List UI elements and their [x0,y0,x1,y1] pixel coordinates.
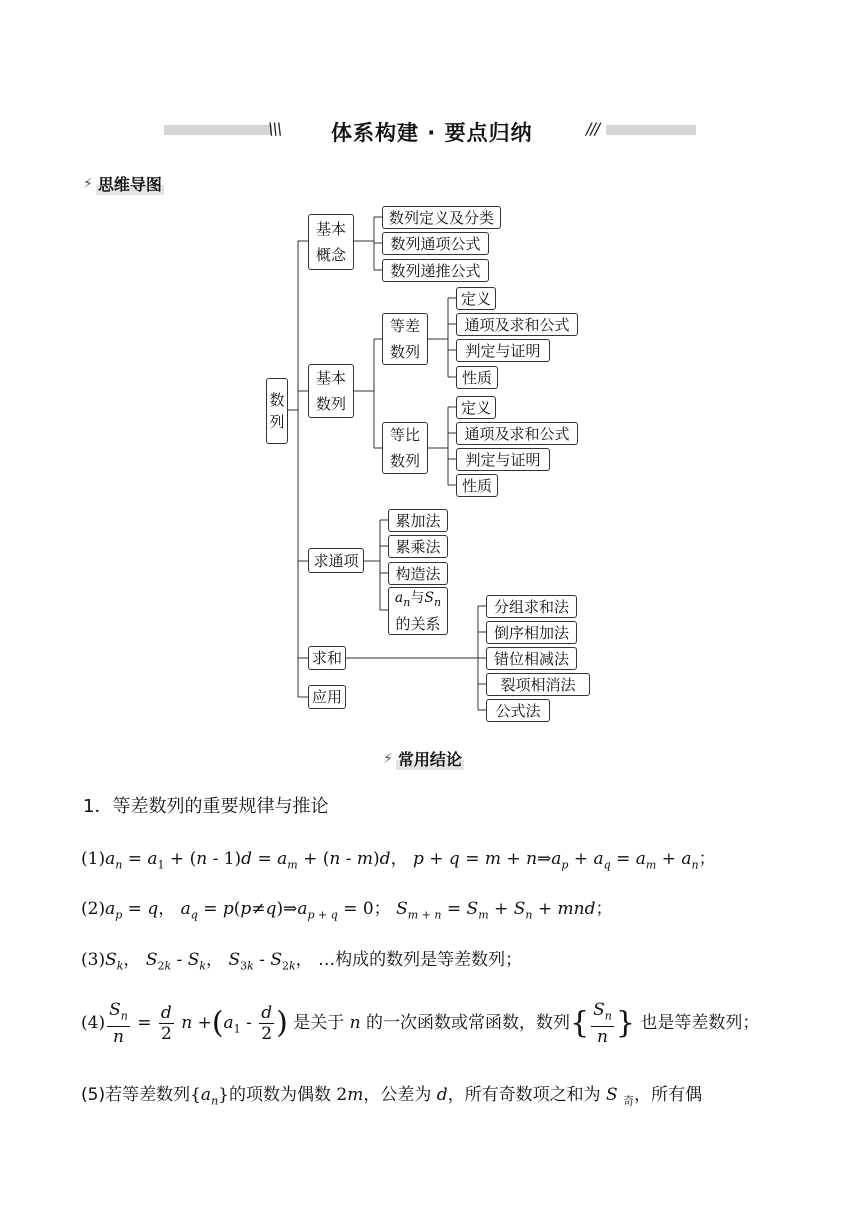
node-sum-2: 倒序相加法 [486,621,577,644]
line-5-a: (5)若等差数列 [81,1085,191,1105]
node-basic-concept: 基本 概念 [308,214,354,270]
heading-1: 1．等差数列的重要规律与推论 [83,796,329,817]
node-concept-3: 数列递推公式 [382,259,489,282]
header-slashes-right: /// [586,119,600,138]
section-conclusions [383,747,464,770]
formula-line-2: $(2)a_p = q$， $a_q$ = $p(p\ne q)\Rightarrow a_{p + q} = 0$； $S_{m + n} = S_m + S_n$ + mnd； [81,899,613,922]
node-sum: 求和 [308,646,346,670]
node-gt-3: 构造法 [388,562,448,585]
line-5-e: ，所有偶 [634,1085,703,1105]
node-gt-1: 累加法 [388,509,448,532]
bolt-icon: ⚡ [383,750,393,767]
section-mindmap-label: 思维导图 [96,172,164,195]
line-4-mid2: 的一次函数或常函数，数列 [366,1013,571,1034]
node-sum-1: 分组求和法 [486,595,577,618]
line-4-tail: 也是等差数列； [640,1013,760,1034]
node-gt-4 [388,587,448,635]
node-concept-1: 数列定义及分类 [382,206,501,229]
node-concept-2: 数列通项公式 [382,232,489,255]
node-general-term: 求通项 [308,548,364,573]
node-geo-2: 通项及求和公式 [456,422,578,445]
node-sum-3: 错位相减法 [486,647,577,670]
node-geo-3: 判定与证明 [456,448,550,471]
node-geo-1: 定义 [456,396,496,419]
node-root: 数 列 [266,378,288,444]
node-basic-sequence: 基本 数列 [308,364,354,418]
node-sum-5: 公式法 [486,699,550,722]
line-4-mid: 是关于 [293,1013,345,1034]
fraction-sn-n: $\frac{S_n}{n}$ [109,1000,128,1048]
node-arithmetic: 等差 数列 [382,313,428,365]
node-geo-4: 性质 [456,474,498,497]
formula-line-1: $(1)a_n = a_1 + (n - 1)d = a_m + (n - m)d$， $p + q = m + n\Rightarrow a_p + a_q = a_m + a_n$； [81,849,716,872]
node-geometric: 等比 数列 [382,422,428,474]
line-3-tail: …构成的数列是等差数列； [318,950,523,970]
node-gt-4-label: 的关系 [395,615,441,634]
node-arith-4: 性质 [456,366,498,389]
bolt-icon: ⚡ [83,175,93,192]
line-5-b: 的项数为偶数 [228,1085,331,1105]
node-arith-1: 定义 [456,287,496,310]
node-arith-2: 通项及求和公式 [456,313,578,336]
line-1-tail: ； [698,849,716,869]
formula-line-5: (5)若等差数列$\{a_n\}$的项数为偶数 2m，公差为 d，所有奇数项之和为 S $_奇$，所有偶 [81,1085,703,1108]
formula-line-4: (4) $\frac{S_n}{n}$ = $\frac{d}{2}$ $n +(a_1$ - $\frac{d}{2}$ ) 是关于 n 的一次函数或常函数，数列{ $\frac{S_n}{n}$ } 也是等差数列； [81,1000,760,1048]
page-title: 体系构建 · 要点归纳 [331,121,533,145]
fraction-d-2: $\frac{d}{2}$ [160,1003,172,1045]
an-sn-formula: $a_n$与$S_n$ [394,589,442,609]
node-arith-3: 判定与证明 [456,339,550,362]
section-conclusions-label: 常用结论 [396,747,464,770]
line-5-d: ，所有奇数项之和为 [447,1085,601,1105]
header-slashes-left: \\\ [268,119,282,138]
node-gt-2: 累乘法 [388,535,448,558]
node-sum-4: 裂项相消法 [486,673,590,696]
line-5-c: ，公差为 [363,1085,432,1105]
node-application: 应用 [308,685,346,709]
odd-subscript: 奇 [623,1094,635,1108]
formula-line-3: $(3)S_k$， $S_{2k} - S_k$， $S_{3k} - S_{2k}$， …构成的数列是等差数列； [81,950,523,973]
